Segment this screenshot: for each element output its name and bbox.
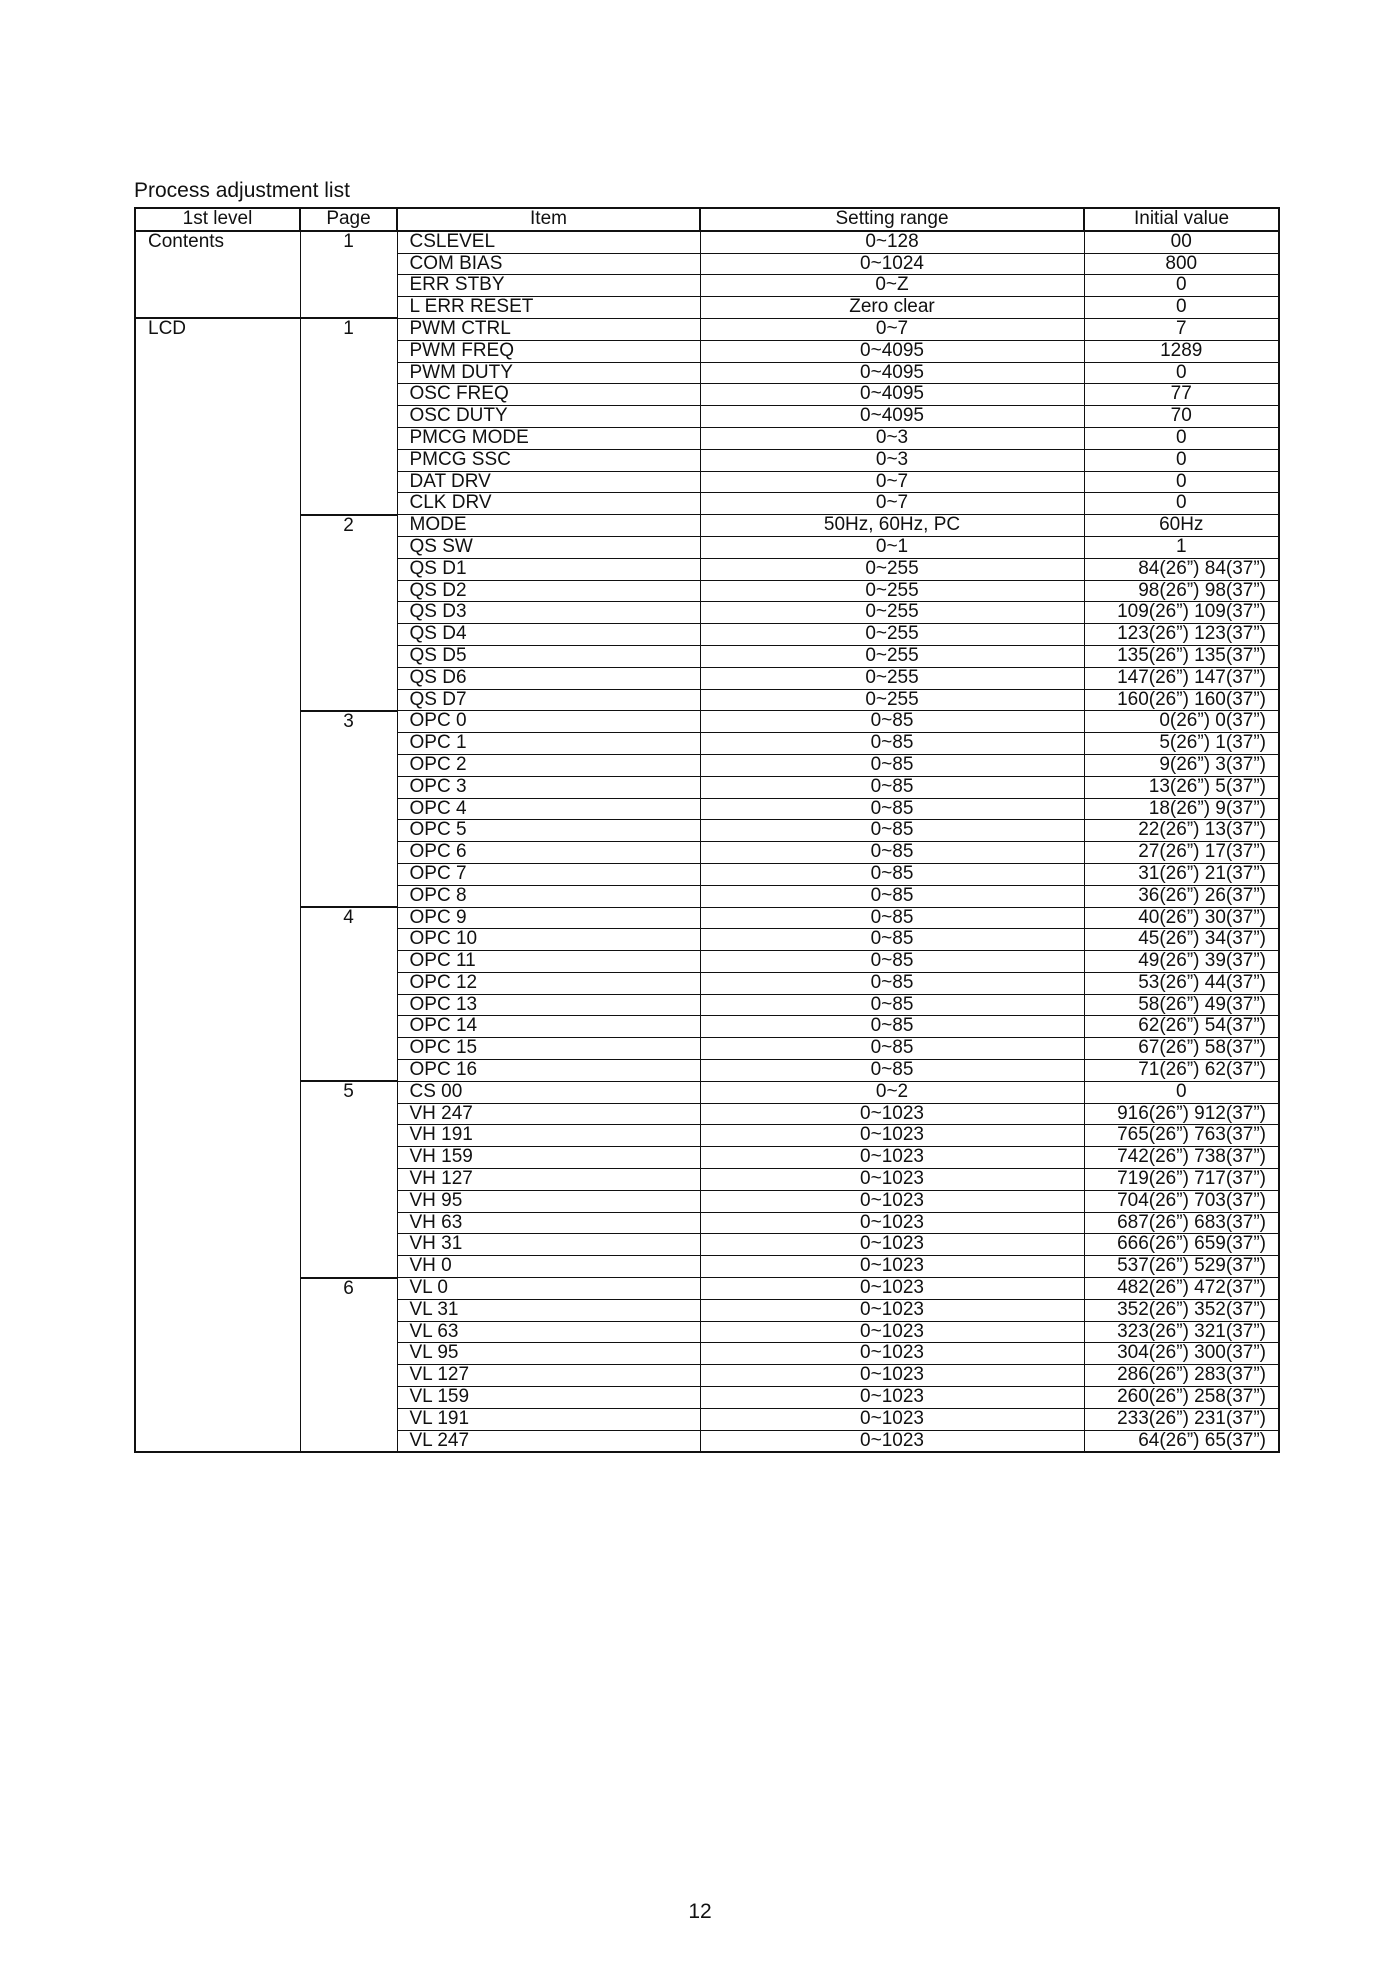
initial-value-cell: 0	[1084, 471, 1279, 493]
item-cell: QS D5	[397, 645, 700, 667]
range-cell: 0~1023	[700, 1212, 1084, 1234]
initial-value-cell: 00	[1084, 231, 1279, 253]
range-cell: 0~1023	[700, 1190, 1084, 1212]
item-cell: ERR STBY	[397, 275, 700, 297]
range-cell: 0~85	[700, 1060, 1084, 1082]
item-cell: OPC 13	[397, 994, 700, 1016]
range-cell: 0~255	[700, 580, 1084, 602]
item-cell: VH 127	[397, 1169, 700, 1191]
item-cell: PMCG SSC	[397, 449, 700, 471]
initial-value-cell: 0	[1084, 449, 1279, 471]
initial-value-cell: 0	[1084, 275, 1279, 297]
header-item: Item	[397, 208, 700, 231]
range-cell: 0~4095	[700, 362, 1084, 384]
process-adjustment-table	[134, 207, 1280, 1453]
initial-value-cell: 304(26”) 300(37”)	[1084, 1343, 1279, 1365]
initial-value-cell: 916(26”) 912(37”)	[1084, 1103, 1279, 1125]
page-cell: 3	[300, 711, 397, 907]
initial-value-cell: 666(26”) 659(37”)	[1084, 1234, 1279, 1256]
item-cell: VH 247	[397, 1103, 700, 1125]
range-cell: 0~1023	[700, 1103, 1084, 1125]
header-row	[135, 208, 1279, 231]
item-cell: QS D2	[397, 580, 700, 602]
item-cell: OPC 4	[397, 798, 700, 820]
initial-value-cell: 36(26”) 26(37”)	[1084, 885, 1279, 907]
initial-value-cell: 84(26”) 84(37”)	[1084, 558, 1279, 580]
header-initial-value: Initial value	[1084, 208, 1279, 231]
table-body	[135, 231, 1279, 1453]
range-cell: 0~4095	[700, 406, 1084, 428]
range-cell: 0~1023	[700, 1169, 1084, 1191]
range-cell: 0~85	[700, 754, 1084, 776]
initial-value-cell: 1	[1084, 536, 1279, 558]
item-cell: QS D7	[397, 689, 700, 711]
item-cell: VL 31	[397, 1299, 700, 1321]
item-cell: OPC 2	[397, 754, 700, 776]
range-cell: 0~255	[700, 645, 1084, 667]
initial-value-cell: 0(26”) 0(37”)	[1084, 711, 1279, 733]
initial-value-cell: 64(26”) 65(37”)	[1084, 1430, 1279, 1452]
initial-value-cell: 260(26”) 258(37”)	[1084, 1387, 1279, 1409]
range-cell: 0~85	[700, 1038, 1084, 1060]
range-cell: 0~85	[700, 798, 1084, 820]
range-cell: 0~1023	[700, 1387, 1084, 1409]
table-row	[135, 515, 1279, 537]
item-cell: PWM CTRL	[397, 318, 700, 340]
initial-value-cell: 765(26”) 763(37”)	[1084, 1125, 1279, 1147]
initial-value-cell: 0	[1084, 427, 1279, 449]
page-cell: 4	[300, 907, 397, 1081]
initial-value-cell: 482(26”) 472(37”)	[1084, 1278, 1279, 1300]
range-cell: 0~85	[700, 951, 1084, 973]
item-cell: VL 191	[397, 1408, 700, 1430]
initial-value-cell: 70	[1084, 406, 1279, 428]
item-cell: OPC 12	[397, 972, 700, 994]
item-cell: OPC 15	[397, 1038, 700, 1060]
range-cell: 0~1024	[700, 253, 1084, 275]
table-row	[135, 231, 1279, 253]
initial-value-cell: 62(26”) 54(37”)	[1084, 1016, 1279, 1038]
initial-value-cell: 77	[1084, 384, 1279, 406]
page-cell: 1	[300, 231, 397, 319]
range-cell: 0~7	[700, 471, 1084, 493]
table-row	[135, 318, 1279, 340]
item-cell: OPC 7	[397, 863, 700, 885]
item-cell: CLK DRV	[397, 493, 700, 515]
initial-value-cell: 286(26”) 283(37”)	[1084, 1365, 1279, 1387]
initial-value-cell: 71(26”) 62(37”)	[1084, 1060, 1279, 1082]
initial-value-cell: 7	[1084, 318, 1279, 340]
item-cell: OPC 16	[397, 1060, 700, 1082]
initial-value-cell: 18(26”) 9(37”)	[1084, 798, 1279, 820]
item-cell: QS D4	[397, 624, 700, 646]
item-cell: L ERR RESET	[397, 297, 700, 319]
item-cell: PWM FREQ	[397, 340, 700, 362]
item-cell: VH 159	[397, 1147, 700, 1169]
initial-value-cell: 0	[1084, 1081, 1279, 1103]
item-cell: VH 191	[397, 1125, 700, 1147]
initial-value-cell: 109(26”) 109(37”)	[1084, 602, 1279, 624]
table-row	[135, 907, 1279, 929]
initial-value-cell: 98(26”) 98(37”)	[1084, 580, 1279, 602]
initial-value-cell: 135(26”) 135(37”)	[1084, 645, 1279, 667]
initial-value-cell: 742(26”) 738(37”)	[1084, 1147, 1279, 1169]
range-cell: 0~85	[700, 733, 1084, 755]
page-cell: 6	[300, 1278, 397, 1453]
initial-value-cell: 537(26”) 529(37”)	[1084, 1256, 1279, 1278]
range-cell: 0~255	[700, 689, 1084, 711]
range-cell: 0~1023	[700, 1408, 1084, 1430]
item-cell: PWM DUTY	[397, 362, 700, 384]
range-cell: 0~Z	[700, 275, 1084, 297]
initial-value-cell: 147(26”) 147(37”)	[1084, 667, 1279, 689]
initial-value-cell: 45(26”) 34(37”)	[1084, 929, 1279, 951]
item-cell: OPC 10	[397, 929, 700, 951]
range-cell: 0~1023	[700, 1147, 1084, 1169]
item-cell: VL 95	[397, 1343, 700, 1365]
initial-value-cell: 800	[1084, 253, 1279, 275]
range-cell: 0~85	[700, 885, 1084, 907]
item-cell: OPC 8	[397, 885, 700, 907]
item-cell: PMCG MODE	[397, 427, 700, 449]
initial-value-cell: 27(26”) 17(37”)	[1084, 842, 1279, 864]
table-caption: Process adjustment list	[134, 179, 350, 202]
item-cell: COM BIAS	[397, 253, 700, 275]
initial-value-cell: 22(26”) 13(37”)	[1084, 820, 1279, 842]
item-cell: MODE	[397, 515, 700, 537]
item-cell: VL 127	[397, 1365, 700, 1387]
item-cell: VH 63	[397, 1212, 700, 1234]
range-cell: 0~1023	[700, 1278, 1084, 1300]
item-cell: OPC 11	[397, 951, 700, 973]
range-cell: 0~85	[700, 776, 1084, 798]
page-cell: 1	[300, 318, 397, 514]
range-cell: 0~255	[700, 602, 1084, 624]
range-cell: 0~1023	[700, 1365, 1084, 1387]
initial-value-cell: 53(26”) 44(37”)	[1084, 972, 1279, 994]
range-cell: 0~1023	[700, 1125, 1084, 1147]
range-cell: 0~7	[700, 493, 1084, 515]
initial-value-cell: 687(26”) 683(37”)	[1084, 1212, 1279, 1234]
item-cell: VL 63	[397, 1321, 700, 1343]
range-cell: 0~4095	[700, 384, 1084, 406]
item-cell: CSLEVEL	[397, 231, 700, 253]
item-cell: VL 247	[397, 1430, 700, 1452]
initial-value-cell: 0	[1084, 362, 1279, 384]
range-cell: 0~4095	[700, 340, 1084, 362]
initial-value-cell: 60Hz	[1084, 515, 1279, 537]
range-cell: 0~85	[700, 929, 1084, 951]
item-cell: QS D3	[397, 602, 700, 624]
range-cell: 0~1023	[700, 1343, 1084, 1365]
range-cell: 0~85	[700, 994, 1084, 1016]
range-cell: 0~2	[700, 1081, 1084, 1103]
initial-value-cell: 704(26”) 703(37”)	[1084, 1190, 1279, 1212]
range-cell: 0~128	[700, 231, 1084, 253]
range-cell: 0~85	[700, 863, 1084, 885]
range-cell: 0~1	[700, 536, 1084, 558]
range-cell: 0~7	[700, 318, 1084, 340]
range-cell: 50Hz, 60Hz, PC	[700, 515, 1084, 537]
item-cell: CS 00	[397, 1081, 700, 1103]
initial-value-cell: 233(26”) 231(37”)	[1084, 1408, 1279, 1430]
item-cell: VL 159	[397, 1387, 700, 1409]
initial-value-cell: 58(26”) 49(37”)	[1084, 994, 1279, 1016]
range-cell: 0~85	[700, 842, 1084, 864]
initial-value-cell: 123(26”) 123(37”)	[1084, 624, 1279, 646]
initial-value-cell: 49(26”) 39(37”)	[1084, 951, 1279, 973]
item-cell: OPC 0	[397, 711, 700, 733]
range-cell: 0~1023	[700, 1321, 1084, 1343]
item-cell: QS SW	[397, 536, 700, 558]
table-row	[135, 1278, 1279, 1300]
header-1st-level: 1st level	[135, 208, 300, 231]
page-cell: 2	[300, 515, 397, 711]
initial-value-cell: 0	[1084, 493, 1279, 515]
initial-value-cell: 352(26”) 352(37”)	[1084, 1299, 1279, 1321]
initial-value-cell: 5(26”) 1(37”)	[1084, 733, 1279, 755]
page-number: 12	[688, 1900, 712, 1923]
item-cell: OPC 9	[397, 907, 700, 929]
item-cell: OPC 14	[397, 1016, 700, 1038]
range-cell: 0~85	[700, 820, 1084, 842]
level-cell: Contents	[135, 231, 300, 319]
range-cell: 0~85	[700, 907, 1084, 929]
range-cell: 0~255	[700, 558, 1084, 580]
initial-value-cell: 40(26”) 30(37”)	[1084, 907, 1279, 929]
item-cell: VL 0	[397, 1278, 700, 1300]
item-cell: OPC 3	[397, 776, 700, 798]
level-cell: LCD	[135, 318, 300, 1452]
range-cell: 0~255	[700, 667, 1084, 689]
item-cell: OPC 1	[397, 733, 700, 755]
initial-value-cell: 323(26”) 321(37”)	[1084, 1321, 1279, 1343]
item-cell: QS D1	[397, 558, 700, 580]
range-cell: 0~85	[700, 972, 1084, 994]
initial-value-cell: 719(26”) 717(37”)	[1084, 1169, 1279, 1191]
item-cell: VH 31	[397, 1234, 700, 1256]
initial-value-cell: 9(26”) 3(37”)	[1084, 754, 1279, 776]
header-page: Page	[300, 208, 397, 231]
range-cell: 0~1023	[700, 1256, 1084, 1278]
initial-value-cell: 160(26”) 160(37”)	[1084, 689, 1279, 711]
range-cell: 0~255	[700, 624, 1084, 646]
initial-value-cell: 0	[1084, 297, 1279, 319]
item-cell: OSC FREQ	[397, 384, 700, 406]
initial-value-cell: 31(26”) 21(37”)	[1084, 863, 1279, 885]
item-cell: OPC 5	[397, 820, 700, 842]
initial-value-cell: 1289	[1084, 340, 1279, 362]
table-row	[135, 711, 1279, 733]
item-cell: VH 0	[397, 1256, 700, 1278]
page-cell: 5	[300, 1081, 397, 1277]
range-cell: 0~85	[700, 1016, 1084, 1038]
item-cell: QS D6	[397, 667, 700, 689]
item-cell: OSC DUTY	[397, 406, 700, 428]
item-cell: VH 95	[397, 1190, 700, 1212]
item-cell: OPC 6	[397, 842, 700, 864]
range-cell: 0~3	[700, 427, 1084, 449]
item-cell: DAT DRV	[397, 471, 700, 493]
range-cell: 0~1023	[700, 1299, 1084, 1321]
initial-value-cell: 13(26”) 5(37”)	[1084, 776, 1279, 798]
header-setting-range: Setting range	[700, 208, 1084, 231]
range-cell: 0~3	[700, 449, 1084, 471]
range-cell: 0~1023	[700, 1234, 1084, 1256]
range-cell: 0~1023	[700, 1430, 1084, 1452]
initial-value-cell: 67(26”) 58(37”)	[1084, 1038, 1279, 1060]
table-row	[135, 1081, 1279, 1103]
range-cell: 0~85	[700, 711, 1084, 733]
range-cell: Zero clear	[700, 297, 1084, 319]
